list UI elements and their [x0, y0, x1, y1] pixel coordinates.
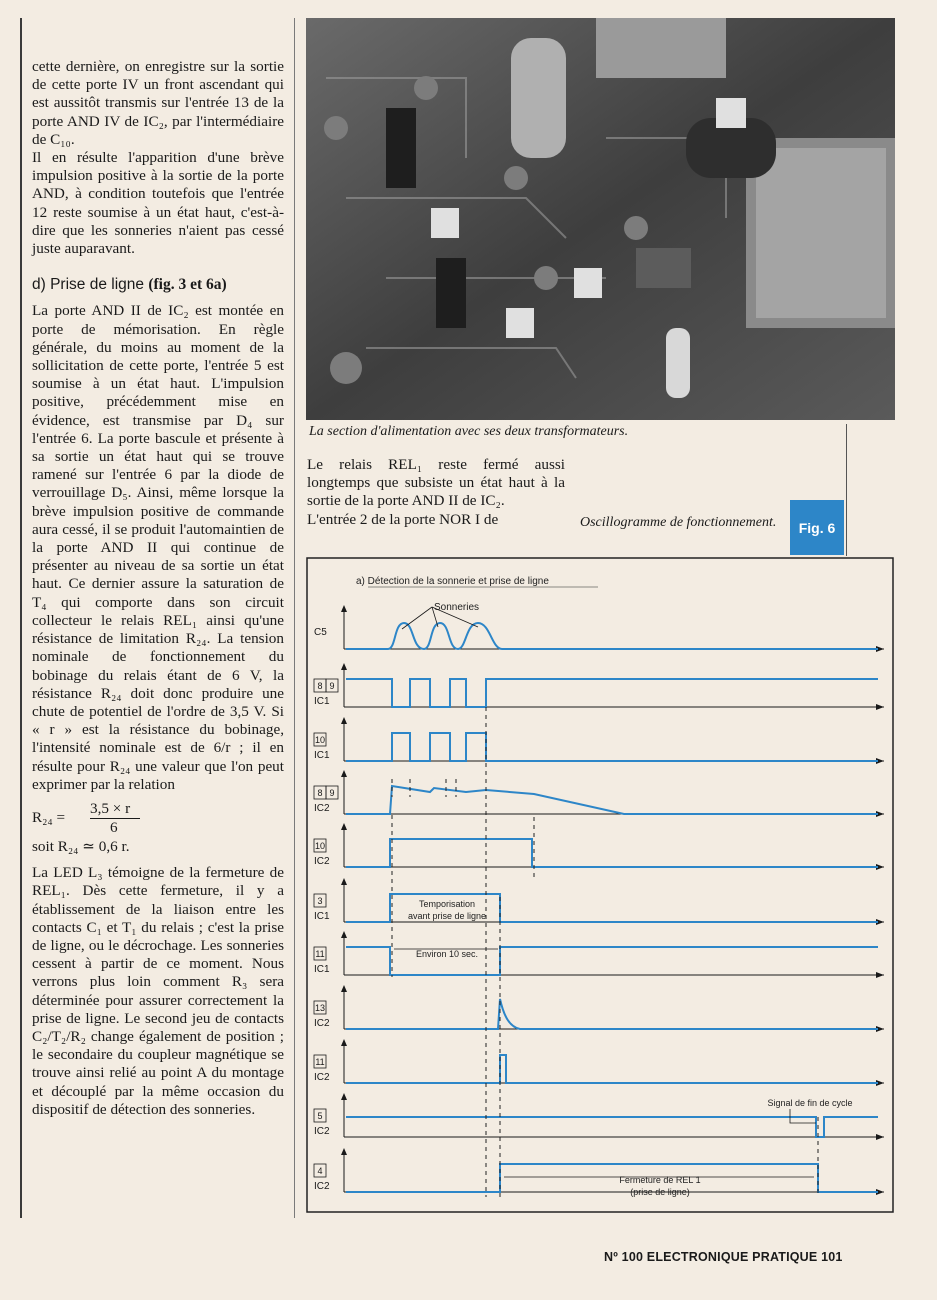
sonneries-label: Sonneries	[434, 602, 480, 613]
circuit-board-photo	[306, 18, 895, 420]
axis-arrowhead	[876, 972, 884, 978]
pin-number: 11	[315, 1057, 325, 1067]
pin-number: 11	[315, 949, 325, 959]
formula-lhs: R₂₄ =	[32, 808, 66, 826]
signal-label: IC2	[314, 1072, 330, 1083]
left-text-column	[32, 58, 284, 1119]
wave-ic1-10	[346, 733, 878, 761]
formula	[32, 800, 284, 834]
paragraph: cette dernière, on enregistre sur la sortie de cette porte IV un front ascendant qui est aussitôt transmis sur l'entrée 13 de la porte AND IV de IC₂, par l'intermédiaire de C₁₀.	[32, 58, 284, 148]
axis-arrowhead	[341, 931, 347, 938]
page-footer: Nº 100 ELECTRONIQUE PRATIQUE 101	[604, 1250, 843, 1264]
mid-text-column	[307, 456, 565, 529]
duration-label: Environ 10 sec.	[415, 949, 479, 959]
axis-arrowhead	[341, 770, 347, 777]
pin-number: 8	[317, 788, 323, 798]
figure-divider	[846, 424, 847, 556]
wave-ic2-5	[346, 1117, 878, 1137]
signal-label: IC1	[314, 750, 330, 761]
pin-number: 8	[317, 681, 323, 691]
signal-label: IC2	[314, 1181, 330, 1192]
annotations	[394, 602, 853, 1197]
paragraph: Le relais REL₁ reste fermé aussi longtemps que subsiste un état haut à la sortie de la porte AND II de IC₂.	[307, 456, 565, 510]
wave-c5	[346, 623, 878, 649]
paragraph: La porte AND II de IC₂ est montée en porte de mémorisation. En règle générale, du moins au moment de la sollicitation de cette porte, l'entrée 5 est soumise à un état haut. L'impulsion positive, précédemment mise en évidence, est transmise par D₄ sur l'entrée 6. La porte bascule et présente à sa sortie un état haut qui se trouve ramené sur l'entrée 6 par la diode de verrouillage D₅. Ainsi, même lorsque la brève impulsion positive de commande aura cessé, il se produit l'automaintien de la porte AND II qui continue de présenter au niveau de sa sortie un état haut. Ce dernier assure la saturation de T₄ qui comporte dans son circuit collecteur le relais REL₁ ainsi qu'une résistance de limitation R₂₄. La tension nominale de fonctionnement du bobinage du relais étant de 6 V, la résistance R₂₄ doit donc produire une chute de potentiel de l'ordre de 3,5 V. Si « r » est la résistance du bobinage, l'intensité nominale est de 6/r ; il en résulte pour R₂₄ une valeur que l'on peut exprimer par la relation	[32, 302, 284, 793]
formula-result: soit R₂₄ ≃ 0,6 r.	[32, 837, 130, 855]
page-margin-rule	[20, 18, 22, 1218]
wave-ic2-89	[346, 786, 878, 814]
pin-number: 10	[314, 735, 326, 745]
axis-arrowhead	[341, 1093, 347, 1100]
tempo-label: avant prise de ligne	[407, 911, 487, 921]
signal-label: IC2	[314, 1018, 330, 1029]
section-figure-ref: (fig. 3 et 6a)	[148, 276, 227, 294]
paragraph: L'entrée 2 de la porte NOR I de	[307, 510, 499, 528]
column-rule	[294, 18, 295, 1218]
formula-denominator: 6	[110, 818, 118, 836]
section-title: d) Prise de ligne	[32, 276, 145, 294]
signal-label: IC2	[314, 1126, 330, 1137]
figure-badge: Fig. 6	[790, 500, 844, 555]
relay-label: Fermeture de REL 1	[619, 1175, 701, 1185]
wave-ic2-4	[346, 1164, 878, 1192]
wave-ic2-13	[346, 999, 878, 1029]
pin-number: 9	[329, 681, 335, 691]
section-heading	[32, 276, 284, 294]
wave-ic2-10	[346, 839, 878, 867]
axis-arrowhead	[341, 663, 347, 670]
wave-ic1-89	[346, 679, 878, 707]
axis-arrowhead	[876, 704, 884, 710]
axis-arrowhead	[341, 1039, 347, 1046]
photo-caption: La section d'alimentation avec ses deux transformateurs.	[309, 424, 629, 439]
pin-number: 3	[317, 896, 323, 906]
signal-label: IC1	[314, 911, 330, 922]
end-signal-label: Signal de fin de cycle	[767, 1098, 853, 1108]
pin-number: 13	[314, 1003, 326, 1013]
axis-arrowhead	[341, 878, 347, 885]
pin-number: 5	[317, 1111, 323, 1121]
paragraph: Il en résulte l'apparition d'une brève impulsion positive à la sortie de la porte AND, à condition toutefois que l'entrée 12 reste soumise à un état haut, c'est-à-dire que les sonneries n'aient pas cessé juste auparavant.	[32, 149, 284, 258]
signal-label: C5	[314, 627, 327, 638]
pin-number: 9	[329, 788, 335, 798]
axis-arrowhead	[876, 1134, 884, 1140]
pin-number: 4	[317, 1166, 323, 1176]
axis-arrowhead	[341, 1148, 347, 1155]
axis-arrowhead	[341, 605, 347, 612]
wave-ic2-11	[346, 1055, 878, 1083]
diagram-frame	[307, 558, 893, 1212]
signal-label: IC1	[314, 696, 330, 707]
signal-label: IC2	[314, 803, 330, 814]
pin-number: 10	[314, 841, 326, 851]
axis-arrowhead	[341, 717, 347, 724]
signal-label: IC2	[314, 856, 330, 867]
paragraph: La LED L₃ témoigne de la fermeture de REL₁. Dès cette fermeture, il y a établissement de la liaison entre les contacts C₁ et T₁ du relais ; c'est la prise de ligne, ou le décrochage. Les sonneries cessent à partir de ce moment. Nous verrons plus loin comment R₃ sera déterminée pour assurer correctement la prise de ligne. Le second jeu de contacts C₂/T₂/R₂ change également de position ; le secondaire du coupleur magnétique se trouve ainsi relié au point A du montage et découplé par la même occasion du dispositif de détection des sonneries.	[32, 864, 284, 1118]
relay-label: (prise de ligne)	[630, 1187, 690, 1197]
formula-numerator: 3,5 × r	[90, 799, 131, 817]
tempo-label: Temporisation	[418, 899, 476, 909]
axis-arrowhead	[341, 823, 347, 830]
signal-label: IC1	[314, 964, 330, 975]
figure-caption: Oscillogramme de fonctionnement.	[580, 515, 777, 530]
diagram-subtitle: a) Détection de la sonnerie et prise de ligne	[356, 576, 549, 587]
timing-diagram	[306, 557, 894, 1213]
axis-arrowhead	[341, 985, 347, 992]
